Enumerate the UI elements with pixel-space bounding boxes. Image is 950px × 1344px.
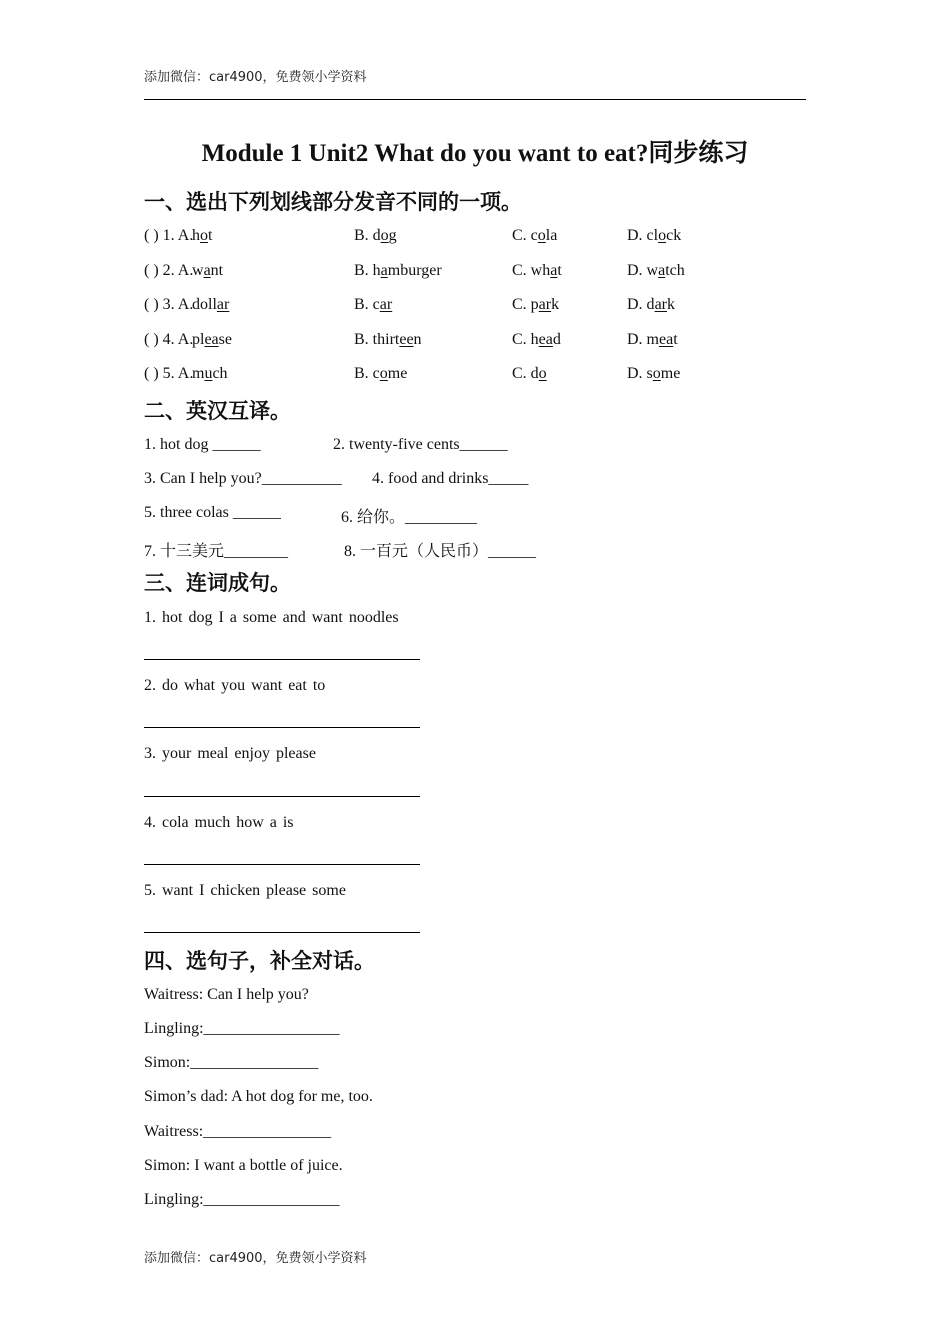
translate-item-2: 2. twenty-five cents______ [333,436,508,453]
option-d: D. meat [627,331,678,348]
option-b: B. dog [354,227,397,244]
option-c: C. cola [512,227,558,244]
question-number: ( ) 1. A. [144,227,194,244]
dialogue-line-3: Simon:________________ [144,1054,319,1071]
dialogue-line-4: Simon’s dad: A hot dog for me, too. [144,1088,373,1105]
dialogue-line-2: Lingling:_________________ [144,1020,340,1037]
section4-heading: 四、选句子，补全对话。 [144,948,375,973]
reorder-item-1: 1. hot dog I a some and want noodles [144,609,399,626]
option-c: C. do [512,365,547,382]
option-a: hot [192,227,213,244]
answer-line [144,932,420,933]
option-a: want [192,262,224,279]
translate-item-4: 4. food and drinks_____ [372,470,529,487]
option-d: D. some [627,365,681,382]
option-a: much [192,365,228,382]
option-d: D. clock [627,227,682,244]
answer-line [144,659,420,660]
option-b: B. thirteen [354,331,422,348]
question-number: ( ) 5. A. [144,365,194,382]
translate-item-6: 6. 给你。_________ [341,509,478,526]
option-d: D. watch [627,262,685,279]
dialogue-line-6: Simon: I want a bottle of juice. [144,1157,343,1174]
option-a: dollar [192,296,230,313]
reorder-item-2: 2. do what you want eat to [144,677,326,694]
option-b: B. car [354,296,393,313]
dialogue-line-7: Lingling:_________________ [144,1191,340,1208]
option-b: B. come [354,365,408,382]
dialogue-line-1: Waitress: Can I help you? [144,986,309,1003]
footer-note: 添加微信：car4900，免费领小学资料 [144,1251,367,1266]
reorder-item-3: 3. your meal enjoy please [144,745,316,762]
option-d: D. dark [627,296,675,313]
dialogue-line-5: Waitress:________________ [144,1123,332,1140]
question-number: ( ) 4. A. [144,331,194,348]
section1-heading: 一、选出下列划线部分发音不同的一项。 [144,189,522,214]
option-c: C. park [512,296,560,313]
translate-item-8: 8. 一百元（人民币）______ [344,543,537,560]
option-b: B. hamburger [354,262,442,279]
answer-line [144,727,420,728]
option-a: please [192,331,232,348]
option-c: C. what [512,262,562,279]
option-c: C. head [512,331,561,348]
question-number: ( ) 3. A. [144,296,194,313]
translate-item-3: 3. Can I help you?__________ [144,470,342,487]
answer-line [144,864,420,865]
section3-heading: 三、连词成句。 [144,570,291,595]
translate-item-5: 5. three colas ______ [144,504,281,521]
question-number: ( ) 2. A. [144,262,194,279]
answer-line [144,796,420,797]
reorder-item-5: 5. want I chicken please some [144,882,346,899]
translate-item-1: 1. hot dog ______ [144,436,261,453]
header-rule [144,99,806,100]
page-title: Module 1 Unit2 What do you want to eat?同步练习 [201,140,749,167]
header-note: 添加微信：car4900，免费领小学资料 [144,70,367,85]
translate-item-7: 7. 十三美元________ [144,543,289,560]
reorder-item-4: 4. cola much how a is [144,814,294,831]
section2-heading: 二、英汉互译。 [144,398,291,423]
